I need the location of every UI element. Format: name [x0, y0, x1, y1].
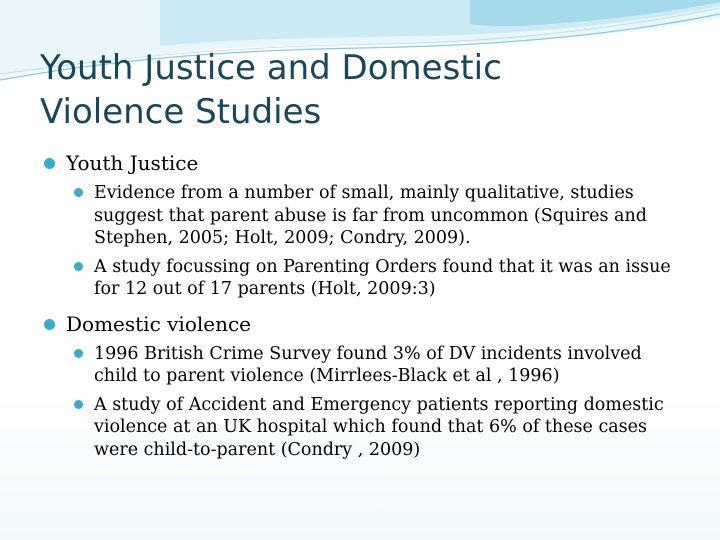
list-item: [74, 343, 684, 388]
bullet-icon: [74, 349, 83, 358]
bullet-icon: [74, 400, 83, 409]
slide-body: [44, 150, 684, 467]
bullet-icon: [74, 262, 83, 271]
section-domestic-violence: [44, 311, 684, 337]
list-item-text: A study of Accident and Emergency patients reporting domestic violence at an UK hospital which found that 6% of these cases were child-to-parent (Condry , 2009): [94, 394, 664, 460]
slide-title: [40, 46, 680, 134]
section-youth-justice: [44, 150, 684, 176]
bullet-icon: [74, 188, 83, 197]
list-item: [74, 256, 684, 301]
list-item: [74, 182, 684, 250]
bullet-icon: [44, 319, 55, 330]
section-heading: Domestic violence: [66, 311, 252, 336]
list-item-text: Evidence from a number of small, mainly qualitative, studies suggest that parent abuse is far from uncommon (Squires and Stephen, 2005; Holt, 2009; Condry, 2009).: [94, 183, 647, 248]
section-heading: Youth Justice: [66, 151, 199, 175]
slide-title-line-2: Violence Studies: [40, 92, 322, 132]
list-item-text: A study focussing on Parenting Orders found that it was an issue for 12 out of 17 parents (Holt, 2009:3): [94, 256, 671, 299]
list-item: [74, 394, 684, 462]
list-item-text: 1996 British Crime Survey found 3% of DV incidents involved child to parent violence (Mirrlees-Black et al , 1996): [94, 343, 642, 386]
bullet-icon: [44, 158, 55, 169]
slide-title-line-1: Youth Justice and Domestic: [40, 48, 502, 88]
